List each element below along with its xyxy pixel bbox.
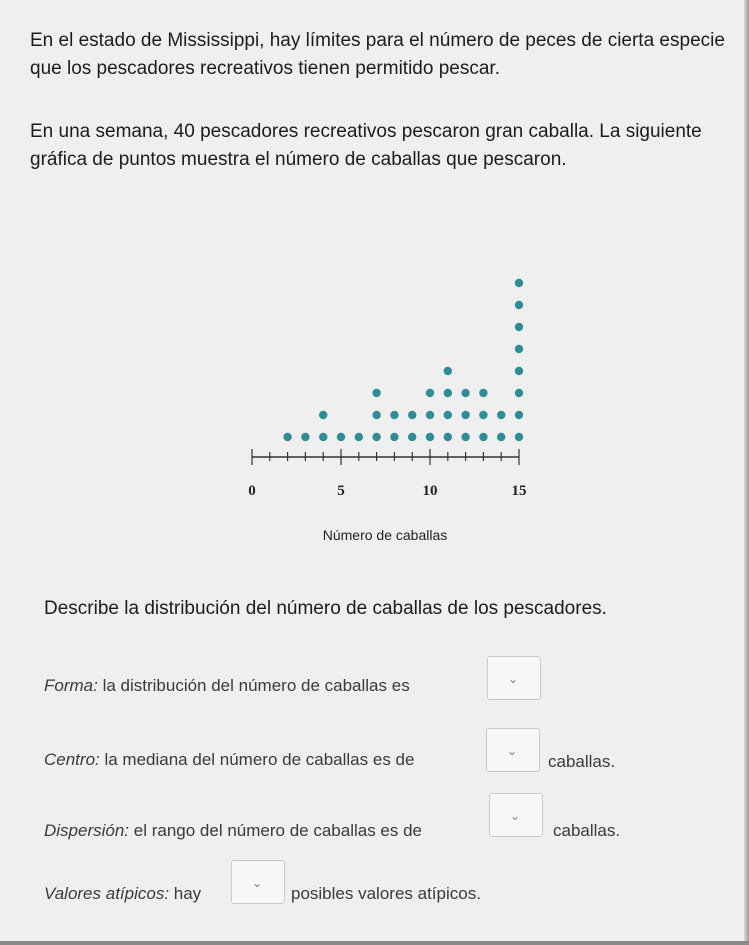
data-dot xyxy=(515,323,523,331)
screen-edge-bottom xyxy=(0,941,749,945)
intro-paragraph-1: En el estado de Mississippi, hay límites para el número de peces de cierta especie que los pescadores recreativos tienen permitido pescar. xyxy=(30,30,725,79)
data-dot xyxy=(390,433,398,441)
data-dot xyxy=(319,411,327,419)
data-dot xyxy=(408,411,416,419)
data-dot xyxy=(337,433,345,441)
data-dot xyxy=(444,411,452,419)
data-dot xyxy=(515,301,523,309)
center-text xyxy=(44,750,414,770)
data-dot xyxy=(408,433,416,441)
data-dot xyxy=(461,433,469,441)
data-dot xyxy=(372,411,380,419)
x-tick-label: 0 xyxy=(248,483,256,499)
data-dot xyxy=(497,411,505,419)
chevron-down-icon: ⌄ xyxy=(508,672,519,686)
outliers-dropdown[interactable] xyxy=(231,860,285,904)
data-dot xyxy=(426,389,434,397)
data-dot xyxy=(515,345,523,353)
x-axis-label: Número de caballas xyxy=(322,527,448,543)
shape-label: Forma: xyxy=(44,676,98,695)
data-dot xyxy=(461,411,469,419)
chevron-down-icon: ⌄ xyxy=(252,876,263,890)
data-dot xyxy=(355,433,363,441)
data-dot xyxy=(390,411,398,419)
x-tick-label: 15 xyxy=(511,483,527,499)
data-dot xyxy=(461,389,469,397)
data-dot xyxy=(444,389,452,397)
shape-dropdown[interactable] xyxy=(487,656,541,700)
data-dot xyxy=(372,433,380,441)
data-dot xyxy=(372,389,380,397)
median-dropdown[interactable] xyxy=(486,728,540,772)
chevron-down-icon: ⌄ xyxy=(510,809,521,823)
outliers-text xyxy=(44,884,201,904)
data-dot xyxy=(444,433,452,441)
range-dropdown[interactable] xyxy=(489,793,543,837)
data-dot xyxy=(444,367,452,375)
data-dot xyxy=(497,433,505,441)
data-dot xyxy=(319,433,327,441)
x-tick-label: 10 xyxy=(422,483,438,499)
data-dot xyxy=(479,433,487,441)
shape-body: la distribución del número de caballas es xyxy=(97,676,410,695)
data-dot xyxy=(515,433,523,441)
data-dot xyxy=(301,433,309,441)
data-dot xyxy=(426,411,434,419)
chevron-down-icon: ⌄ xyxy=(507,744,518,758)
outliers-units: posibles valores atípicos. xyxy=(291,884,481,903)
center-label: Centro: xyxy=(44,750,100,769)
outliers-body: hay xyxy=(169,884,202,903)
outliers-label: Valores atípicos: xyxy=(44,884,170,903)
shape-text xyxy=(44,676,410,696)
data-dot xyxy=(515,411,523,419)
center-units: caballas. xyxy=(548,752,616,771)
spread-label: Dispersión: xyxy=(44,821,130,840)
center-body: la mediana del número de caballas es de xyxy=(99,750,415,769)
spread-text xyxy=(44,821,422,841)
spread-units: caballas. xyxy=(553,821,621,840)
data-dot xyxy=(479,389,487,397)
x-tick-label: 5 xyxy=(337,483,345,499)
intro-paragraph-2: En una semana, 40 pescadores recreativos pescaron gran caballa. La siguiente gráfica de puntos muestra el número de caballas que pescaron. xyxy=(30,121,702,170)
data-dot xyxy=(515,389,523,397)
data-dot xyxy=(283,433,291,441)
data-dot xyxy=(479,411,487,419)
question-text: Describe la distribución del número de caballas de los pescadores. xyxy=(44,598,607,619)
data-dot xyxy=(515,367,523,375)
data-dot xyxy=(515,279,523,287)
data-dot xyxy=(426,433,434,441)
spread-body: el rango del número de caballas es de xyxy=(129,821,423,840)
